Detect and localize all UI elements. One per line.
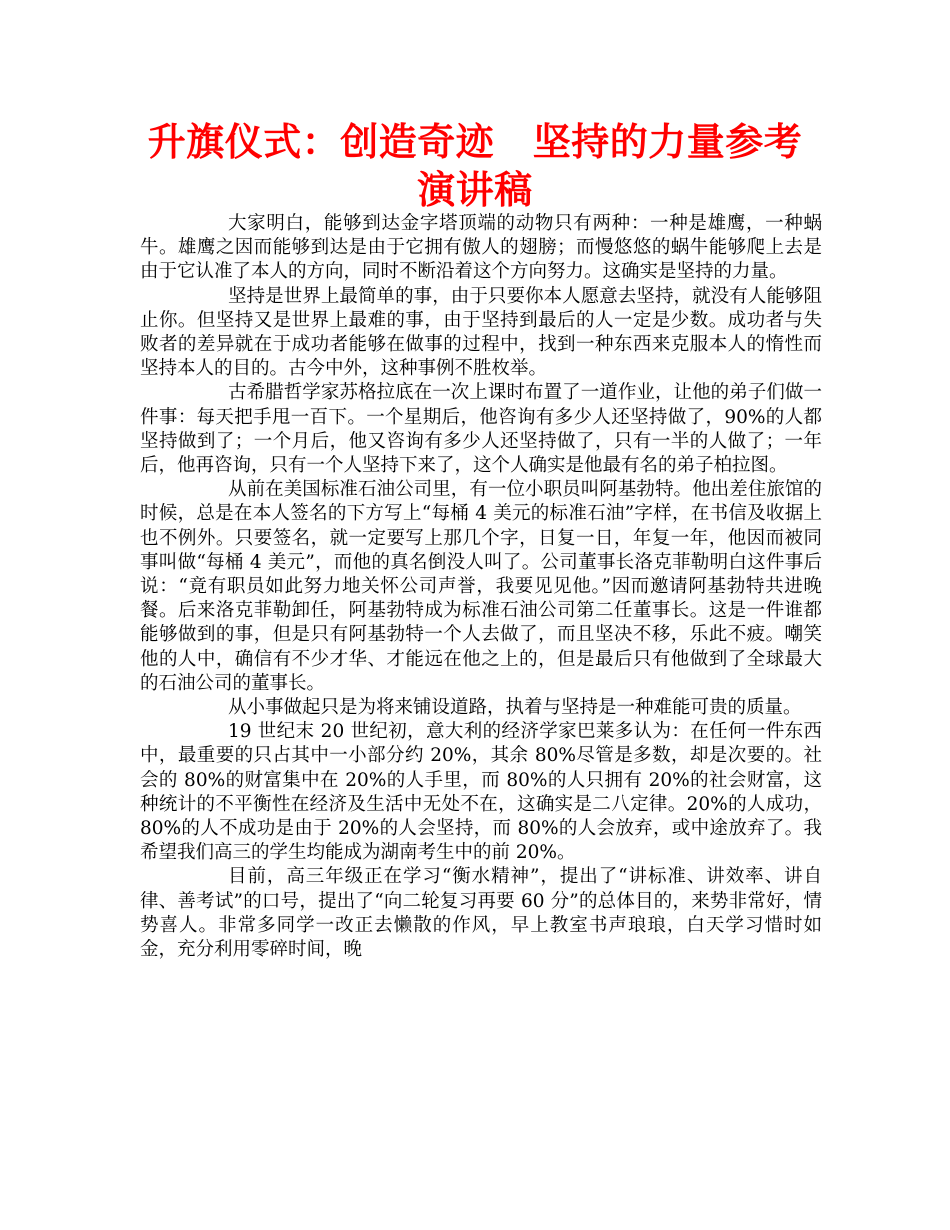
paragraph: 古希腊哲学家苏格拉底在一次上课时布置了一道作业，让他的弟子们做一件事：每天把手甩一百下。一个星期后，他咨询有多少人还坚持做了，90%的人都坚持做到了；一个月后，他又咨询有多少人还坚持做了，只有一半的人做了；一年后，他再咨询，只有一个人坚持下来了，这个人确实是他最有名的弟子柏拉图。 — [140, 382, 822, 477]
paragraph: 从前在美国标准石油公司里，有一位小职员叫阿基勃特。他出差住旅馆的时候，总是在本人签名的下方写上“每桶 4 美元的标准石油”字样，在书信及收据上也不例外。只要签名，就一定要写上那几个字，日复一日，年复一年，他因而被同事叫做“每桶 4 美元”，而他的真名倒没人叫了。公司董事长洛克菲勒明白这件事后说：“竟有职员如此努力地关怀公司声誉，我要见见他。”因而邀请阿基勃特共进晚餐。后来洛克菲勒卸任，阿基勃特成为标准石油公司第二任董事长。这是一件谁都能够做到的事，但是只有阿基勃特一个人去做了，而且坚决不移，乐此不疲。嘲笑他的人中，确信有不少才华、才能远在他之上的，但是最后只有他做到了全球最大的石油公司的董事长。 — [140, 479, 822, 694]
paragraph: 大家明白，能够到达金字塔顶端的动物只有两种：一种是雄鹰，一种蜗牛。雄鹰之因而能够到达是由于它拥有傲人的翅膀；而慢悠悠的蜗牛能够爬上去是由于它认准了本人的方向，同时不断沿着这个方向努力。这确实是坚持的力量。 — [140, 213, 822, 283]
paragraph: 坚持是世界上最简单的事，由于只要你本人愿意去坚持，就没有人能够阻止你。但坚持又是世界上最难的事，由于坚持到最后的人一定是少数。成功者与失败者的差异就在于成功者能够在做事的过程中，找到一种东西来克服本人的惰性而坚持本人的目的。古今中外，这种事例不胜枚举。 — [140, 285, 822, 380]
paragraph: 19 世纪末 20 世纪初，意大利的经济学家巴莱多认为：在任何一件东西中，最重要的只占其中一小部分约 20%，其余 80%尽管是多数，却是次要的。社会的 80%的财富集中在 20%的人手里，而 80%的人只拥有 20%的社会财富，这种统计的不平衡性在经济及生活中无处不在，这确实是二八定律。20%的人成功，80%的人不成功是由于 20%的人会坚持，而 80%的人会放弃，或中途放弃了。我希望我们高三的学生均能成为湖南考生中的前 20%。 — [140, 721, 822, 864]
document-title: 升旗仪式：创造奇迹 坚持的力量参考演讲稿 — [147, 120, 803, 212]
paragraph: 目前，高三年级正在学习“衡水精神”，提出了“讲标准、讲效率、讲自律、善考试”的口号，提出了“向二轮复习再要 60 分”的总体目的，来势非常好，情势喜人。非常多同学一改正去懒散的作风，早上教室书声琅琅，白天学习惜时如金，充分利用零碎时间，晚 — [140, 866, 822, 961]
document-body — [140, 212, 822, 962]
paragraph: 从小事做起只是为将来铺设道路，执着与坚持是一种难能可贵的质量。 — [228, 697, 802, 719]
